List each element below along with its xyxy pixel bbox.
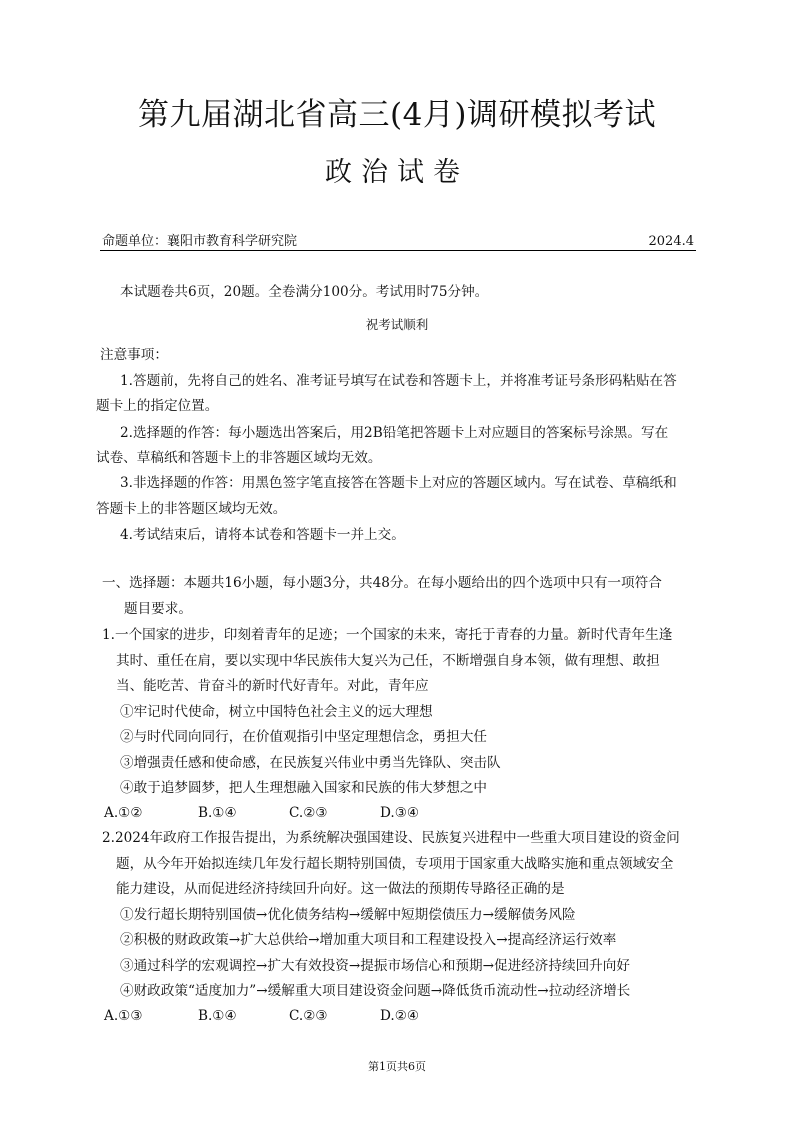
q1-stem: 其时、重任在肩，要以实现中华民族伟大复兴为己任，不断增强自身本领，做有理想、敢担 xyxy=(116,653,660,669)
exam-title: 第九届湖北省高三(4月)调研模拟考试 xyxy=(138,97,656,133)
q1-stem: 1.一个国家的进步，印刻着青年的足迹；一个国家的未来，寄托于青春的力量。新时代青年生逢 xyxy=(102,627,673,643)
notice-line: 3.非选择题的作答：用黑色签字笔直接答在答题卡上对应的答题区域内。写在试卷、草稿纸和 xyxy=(120,475,677,491)
q2-stem: 能力建设，从而促进经济持续回升向好。这一做法的预期传导路径正确的是 xyxy=(116,881,565,897)
notice-line: 1.答题前，先将自己的姓名、准考证号填写在试卷和答题卡上，并将准考证号条形码粘贴在答 xyxy=(120,373,677,389)
q2-stem: 2.2024年政府工作报告提出，为系统解决强国建设、民族复兴进程中一些重大项目建设的资金问 xyxy=(102,830,680,846)
blessing-text: 祝考试顺利 xyxy=(365,317,429,332)
q1-item: ④敢于追梦圆梦，把人生理想融入国家和民族的伟大梦想之中 xyxy=(120,780,488,796)
q1-option-a: A.①② xyxy=(104,805,143,821)
intro-text: 本试题卷共6页，20题。全卷满分100分。考试用时75分钟。 xyxy=(120,284,489,300)
q2-option-b: B.①④ xyxy=(198,1008,237,1024)
notice-line: 答题卡上的非答题区域均无效。 xyxy=(96,501,287,517)
notice-heading: 注意事项： xyxy=(100,347,168,363)
notice-line: 试卷、草稿纸和答题卡上的非答题区域均无效。 xyxy=(96,450,382,466)
author-unit: 命题单位：襄阳市教育科学研究院 xyxy=(102,234,298,249)
q2-item: ④财政政策“适度加力”→缓解重大项目建设资金问题→降低货币流动性→拉动经济增长 xyxy=(120,983,631,999)
q1-item: ①牢记时代使命，树立中国特色社会主义的远大理想 xyxy=(120,704,433,720)
notice-line: 2.选择题的作答：每小题选出答案后，用2B铅笔把答题卡上对应题目的答案标号涂黑。写在 xyxy=(120,425,669,441)
section-heading: 一、选择题：本题共16小题，每小题3分，共48分。在每小题给出的四个选项中只有一项符合 xyxy=(102,575,662,591)
page-number: 第1页共6页 xyxy=(368,1060,426,1073)
q2-item: ①发行超长期特别国债→优化债务结构→缓解中短期偿债压力→缓解债务风险 xyxy=(120,907,576,923)
q1-item: ③增强责任感和使命感，在民族复兴伟业中勇当先锋队、突击队 xyxy=(120,755,501,771)
meta-line xyxy=(100,234,696,251)
q1-option-d: D.③④ xyxy=(380,805,420,821)
q1-stem: 当、能吃苦、肯奋斗的新时代好青年。对此，青年应 xyxy=(116,678,429,694)
q2-stem: 题，从今年开始拟连续几年发行超长期特别国债，专项用于国家重大战略实施和重点领域安全 xyxy=(116,856,674,872)
q2-option-c: C.②③ xyxy=(289,1008,328,1024)
section-heading-cont: 题目要求。 xyxy=(124,601,192,617)
q1-option-b: B.①④ xyxy=(198,805,237,821)
q1-item: ②与时代同向同行，在价值观指引中坚定理想信念，勇担大任 xyxy=(120,729,488,745)
q2-item: ②积极的财政政策→扩大总供给→增加重大项目和工程建设投入→提高经济运行效率 xyxy=(120,932,617,948)
notice-line: 题卡上的指定位置。 xyxy=(96,398,219,414)
subject-title: 政治试卷 xyxy=(325,157,469,188)
q1-option-c: C.②③ xyxy=(289,805,328,821)
q2-option-d: D.②④ xyxy=(380,1008,420,1024)
notice-line: 4.考试结束后，请将本试卷和答题卡一并上交。 xyxy=(120,527,405,543)
q2-option-a: A.①③ xyxy=(104,1008,143,1024)
q2-item: ③通过科学的宏观调控→扩大有效投资→提振市场信心和预期→促进经济持续回升向好 xyxy=(120,958,630,974)
exam-date: 2024.4 xyxy=(648,234,694,249)
